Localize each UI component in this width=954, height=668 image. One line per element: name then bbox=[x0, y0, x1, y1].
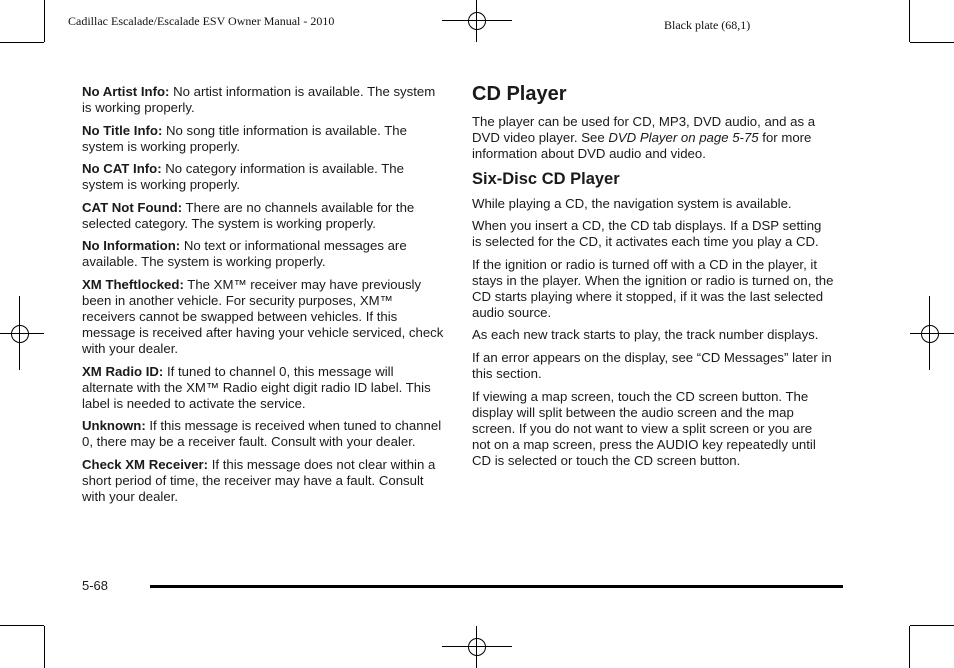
message-text: No text or informational messages are available. The system is working properly. bbox=[82, 238, 407, 270]
message-term: XM Radio ID: bbox=[82, 363, 164, 379]
cross-reference-link[interactable]: DVD Player on page 5-75 bbox=[608, 130, 759, 145]
message-entry bbox=[82, 418, 444, 450]
crop-mark bbox=[0, 625, 44, 626]
message-text: No artist information is available. The system is working properly. bbox=[82, 84, 436, 115]
message-term: Unknown: bbox=[82, 418, 146, 434]
registration-mark-left bbox=[0, 296, 44, 370]
section-heading: CD Player bbox=[472, 83, 567, 105]
message-term: No Title Info: bbox=[82, 122, 163, 138]
subsection-heading: Six-Disc CD Player bbox=[472, 169, 620, 188]
message-entry bbox=[82, 84, 444, 116]
crop-mark bbox=[910, 625, 954, 626]
right-column bbox=[472, 82, 834, 475]
body-paragraph: If the ignition or radio is turned off with a CD in the player, it stays in the player. When the ignition or radio is turned on, the CD starts playing where it stopped, if it was the last selected audio source. bbox=[472, 256, 834, 320]
message-text: The XM™ receiver may have previously been in another vehicle. For security purposes, XM™ receivers cannot be swapped between vehicles. If this message is received after having your vehicle serviced, check with your dealer. bbox=[82, 276, 444, 356]
intro-text: for more information about DVD audio and video. bbox=[472, 130, 812, 161]
message-term: Check XM Receiver: bbox=[82, 456, 209, 472]
message-entry bbox=[82, 277, 444, 357]
registration-mark-bottom bbox=[442, 626, 512, 668]
plate-label: Black plate (68,1) bbox=[664, 18, 751, 32]
message-entry bbox=[82, 238, 444, 270]
message-text: If tuned to channel 0, this message will alternate with the XM™ Radio eight digit radio ID label. This label is needed to activate the service. bbox=[82, 363, 431, 411]
crop-mark bbox=[0, 42, 44, 43]
message-term: No CAT Info: bbox=[82, 161, 162, 177]
crop-mark bbox=[44, 0, 45, 42]
crop-mark bbox=[44, 626, 45, 668]
message-entry bbox=[82, 364, 444, 412]
body-paragraph: If viewing a map screen, touch the CD screen button. The display will split between the audio screen and the map screen. If you do not want to view a split screen or you are not on a map screen, press the AUDIO key repeatedly until CD is selected or touch the CD screen button. bbox=[472, 388, 816, 468]
body-paragraph: While playing a CD, the navigation system is available. bbox=[472, 195, 792, 211]
message-entry bbox=[82, 200, 444, 232]
footer-rule bbox=[150, 585, 843, 588]
message-text: No song title information is available. The system is working properly. bbox=[82, 122, 407, 154]
message-term: No Information: bbox=[82, 238, 181, 254]
message-entry bbox=[82, 161, 444, 193]
message-entry bbox=[82, 457, 444, 505]
manual-title: Cadillac Escalade/Escalade ESV Owner Manual - 2010 bbox=[68, 14, 335, 28]
registration-mark-top bbox=[442, 0, 512, 42]
registration-mark-right bbox=[910, 296, 954, 370]
body-paragraph: If an error appears on the display, see “CD Messages” later in this section. bbox=[472, 349, 832, 381]
intro-text: The player can be used for CD, MP3, DVD audio, and as a DVD video player. See bbox=[472, 114, 816, 145]
crop-mark bbox=[910, 42, 954, 43]
message-text: If this message does not clear within a short period of time, the receiver may have a fault. Consult with your dealer. bbox=[82, 456, 436, 504]
body-paragraph: When you insert a CD, the CD tab displays. If a DSP setting is selected for the CD, it activates each time you play a CD. bbox=[472, 218, 822, 250]
message-text: If this message is received when tuned to channel 0, there may be a receiver fault. Consult with your dealer. bbox=[82, 418, 442, 450]
left-column bbox=[82, 84, 444, 511]
message-term: No Artist Info: bbox=[82, 84, 170, 99]
intro-paragraph bbox=[472, 114, 834, 162]
message-text: No category information is available. The system is working properly. bbox=[82, 161, 404, 193]
message-entry bbox=[82, 123, 444, 155]
message-term: CAT Not Found: bbox=[82, 199, 183, 215]
body-paragraph: As each new track starts to play, the track number displays. bbox=[472, 327, 819, 343]
crop-mark bbox=[909, 0, 910, 42]
crop-mark bbox=[909, 626, 910, 668]
message-term: XM Theftlocked: bbox=[82, 276, 184, 292]
message-text: There are no channels available for the selected category. The system is working properly. bbox=[82, 199, 415, 231]
page-number: 5-68 bbox=[82, 578, 109, 593]
